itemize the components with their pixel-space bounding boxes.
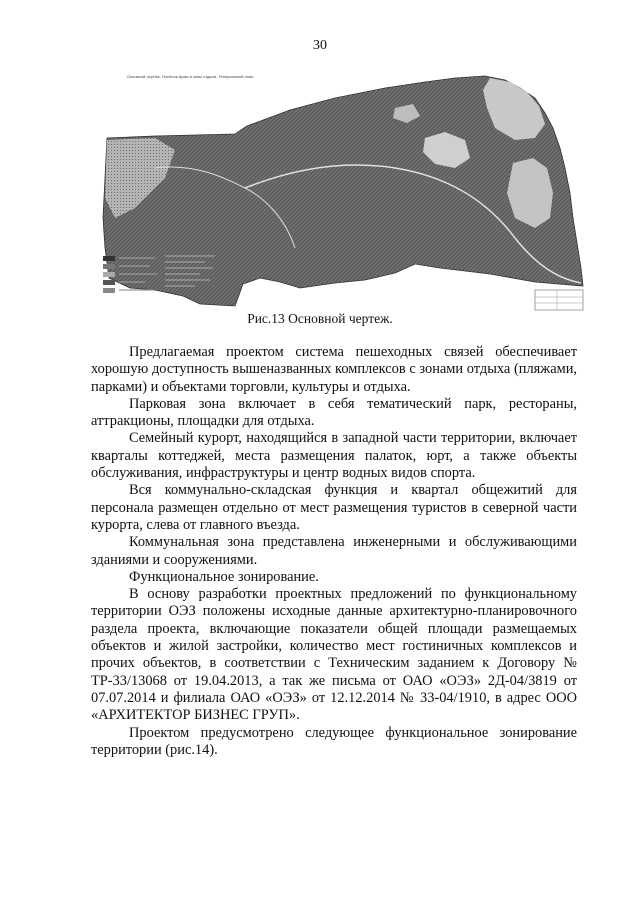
plan-title: Основной чертёж. Посёлок Арма и зоны отдыха. Генеральный план bbox=[127, 74, 254, 79]
master-plan-drawing bbox=[95, 68, 585, 313]
paragraph-basis: В основу разработки проектных предложений по функциональному территории ОЭЗ положены исходные данные архитектурно-планировочного раздела проекта, включающие показатели общей площади размещаемых объектов и жилой застройки, количество мест гостиничных комплексов и прочих объектов, в соответствии с Техническим заданием к Договору № ТР-33/13068 от 19.04.2013, а так же письма от ОАО «ОЭЗ» 2Д-04/3819 от 07.07.2014 и филиала ОАО «ОЭЗ» от 12.12.2014 № 33-04/1910, в адрес ООО «АРХИТЕКТОР БИЗНЕС ГРУП». bbox=[91, 586, 577, 724]
paragraph-park-zone: Парковая зона включает в себя тематический парк, рестораны, аттракционы, площадки для отдыха. bbox=[91, 395, 577, 430]
paragraph-family-resort: Семейный курорт, находящийся в западной части территории, включает кварталы коттеджей, места размещения палаток, юрт, а также объекты обслуживания, инфраструктуры и центр водных видов спорта. bbox=[91, 430, 577, 482]
page-number: 30 bbox=[313, 38, 327, 53]
paragraph-functional-zoning: Функциональное зонирование. bbox=[129, 568, 319, 585]
plan-title-block bbox=[535, 290, 583, 310]
master-plan-figure bbox=[95, 68, 585, 313]
paragraph-zoning-intro: Проектом предусмотрено следующее функциональное зонирование территории (рис.14). bbox=[91, 724, 577, 758]
figure-caption: Рис.13 Основной чертеж. bbox=[247, 311, 393, 326]
paragraph-pedestrian: Предлагаемая проектом система пешеходных связей обеспечивает хорошую доступность вышеназванных комплексов с зонами отдыха (пляжами, парками) и объектами торговли, культуры и отдыха. bbox=[91, 344, 577, 395]
body-text bbox=[91, 344, 577, 759]
paragraph-utility-function: Вся коммунально-складская функция и квартал общежитий для персонала размещен отдельно от мест размещения туристов в северной части курорта, слева от главного въезда. bbox=[91, 482, 577, 533]
paragraph-utility-zone: Коммунальная зона представлена инженерными и обслуживающими зданиями и сооружениями. bbox=[91, 534, 577, 568]
